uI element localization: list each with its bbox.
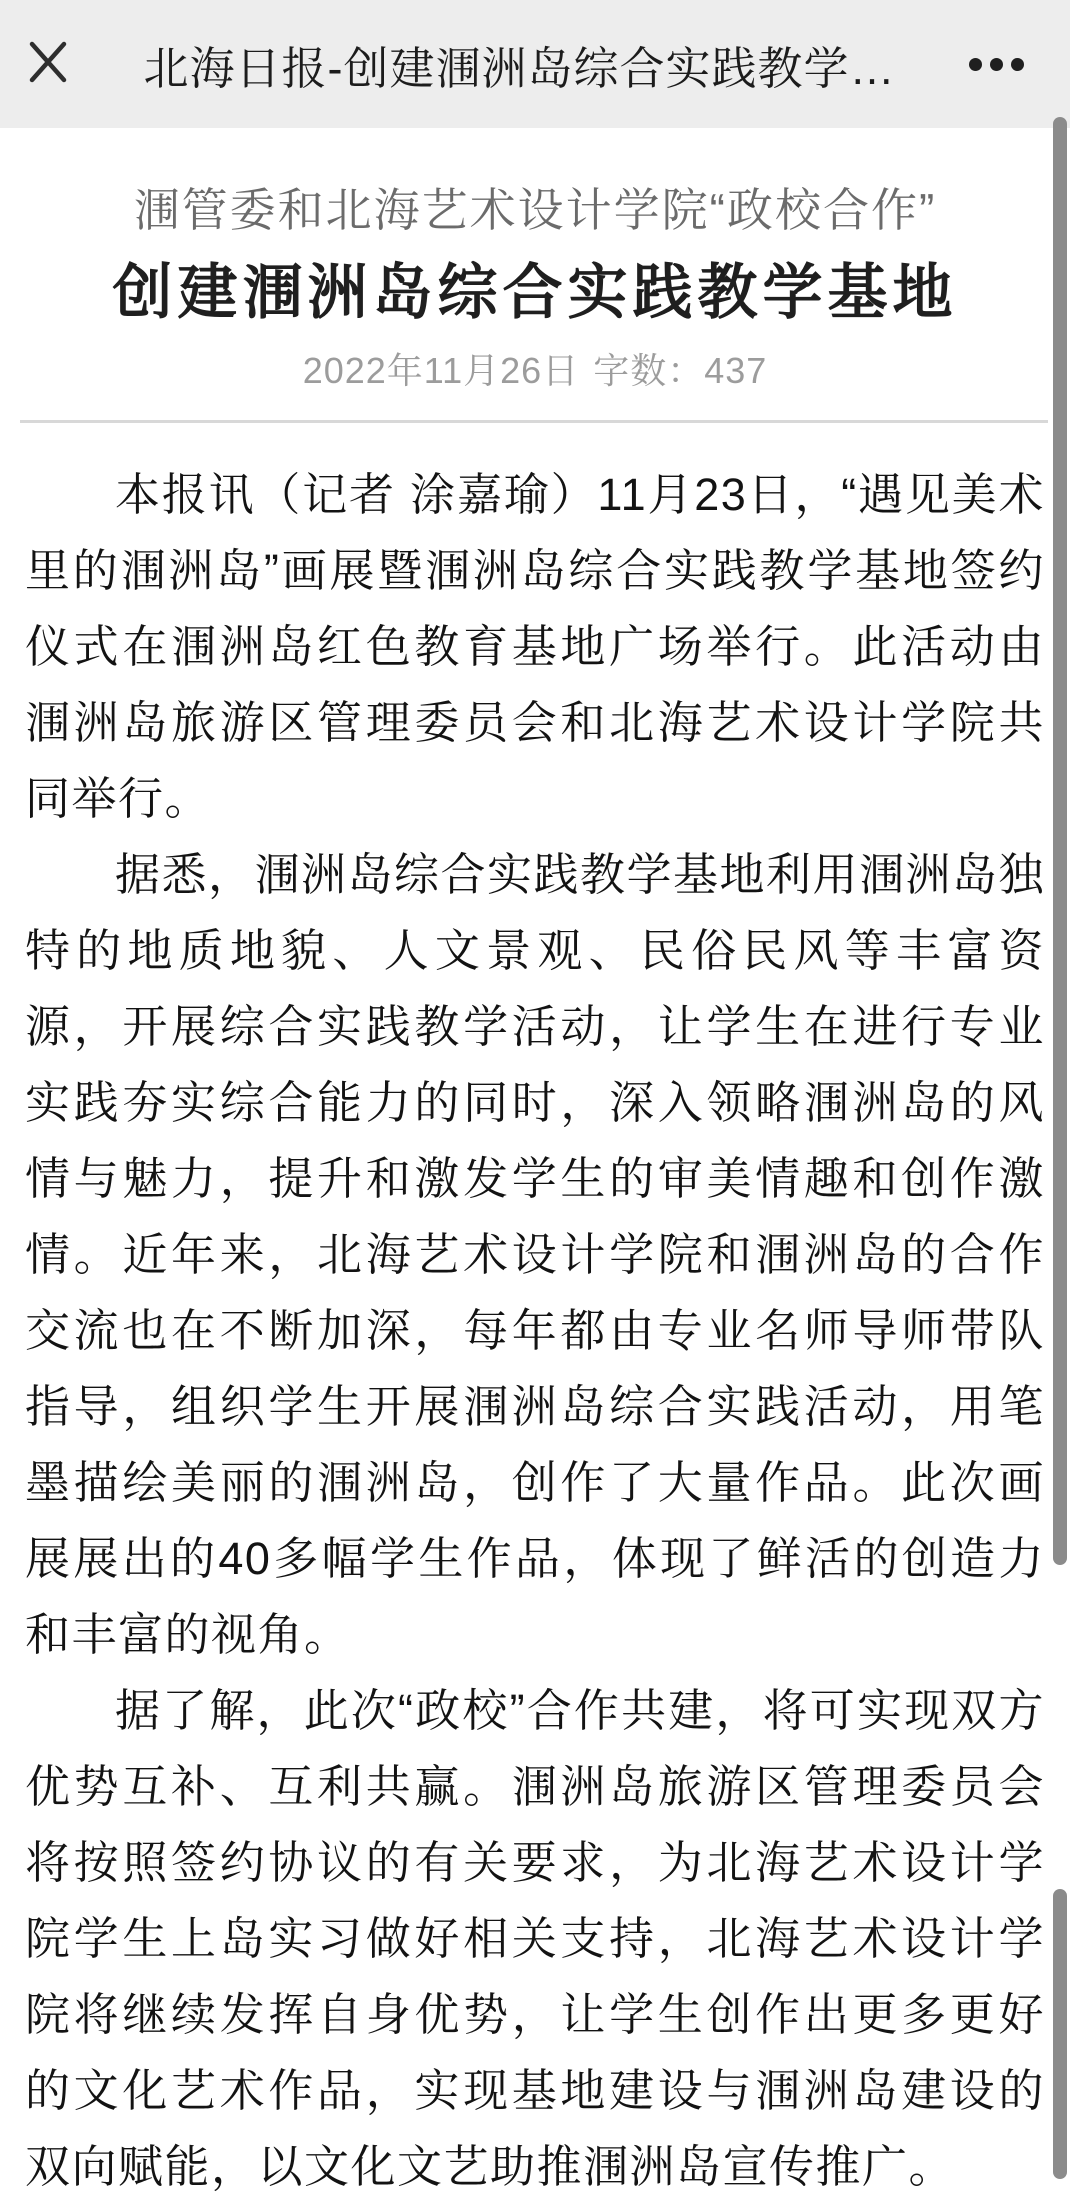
article-title: 创建涠洲岛综合实践教学基地 [112,259,958,326]
close-icon [29,40,67,89]
publish-date: 2022年11月26日 [302,350,580,391]
more-menu-button[interactable] [969,40,1024,88]
paragraph: 本报讯（记者 涂嘉瑜）11月23日，“遇见美术里的涠洲岛”画展暨涠洲岛综合实践教学基地签约仪式在涠洲岛红色教育基地广场举行。此活动由涠洲岛旅游区管理委员会和北海艺术设计学院共同举行。 [25,469,1045,824]
dot [969,58,982,71]
word-count: 字数：437 [593,350,768,391]
scrollbar-thumb-upper[interactable] [1053,117,1067,1565]
ellipsis-menu-icon [969,58,1024,71]
page-title: 北海日报-创建涠洲岛综合实践教学… [143,42,896,94]
article-subtitle: 涠管委和北海艺术设计学院“政校合作” [133,184,937,236]
close-button[interactable] [26,40,70,88]
topbar [0,0,1070,128]
dot [990,58,1003,71]
dot [1011,58,1024,71]
scrollbar-thumb-lower[interactable] [1053,1889,1067,2179]
paragraph: 据了解，此次“政校”合作共建，将可实现双方优势互补、互利共赢。涠洲岛旅游区管理委员会将按照签约协议的有关要求，为北海艺术设计学院学生上岛实习做好相关支持，北海艺术设计学院将继续发挥自身优势，让学生创作出更多更好的文化艺术作品，实现基地建设与涠洲岛建设的双向赋能，以文化文艺助推涠洲岛宣传推广。 [25,1685,1045,2192]
paragraph: 据悉，涠洲岛综合实践教学基地利用涠洲岛独特的地质地貌、人文景观、民俗民风等丰富资源，开展综合实践教学活动，让学生在进行专业实践夯实综合能力的同时，深入领略涠洲岛的风情与魅力，提升和激发学生的审美情趣和创作激情。近年来，北海艺术设计学院和涠洲岛的合作交流也在不断加深，每年都由专业名师导师带队指导，组织学生开展涠洲岛综合实践活动，用笔墨描绘美丽的涠洲岛，创作了大量作品。此次画展展出的40多幅学生作品，体现了鲜活的创造力和丰富的视角。 [25,849,1046,1660]
article-body [0,423,1070,2205]
article-content [0,180,1070,2205]
article-meta [0,350,1070,392]
